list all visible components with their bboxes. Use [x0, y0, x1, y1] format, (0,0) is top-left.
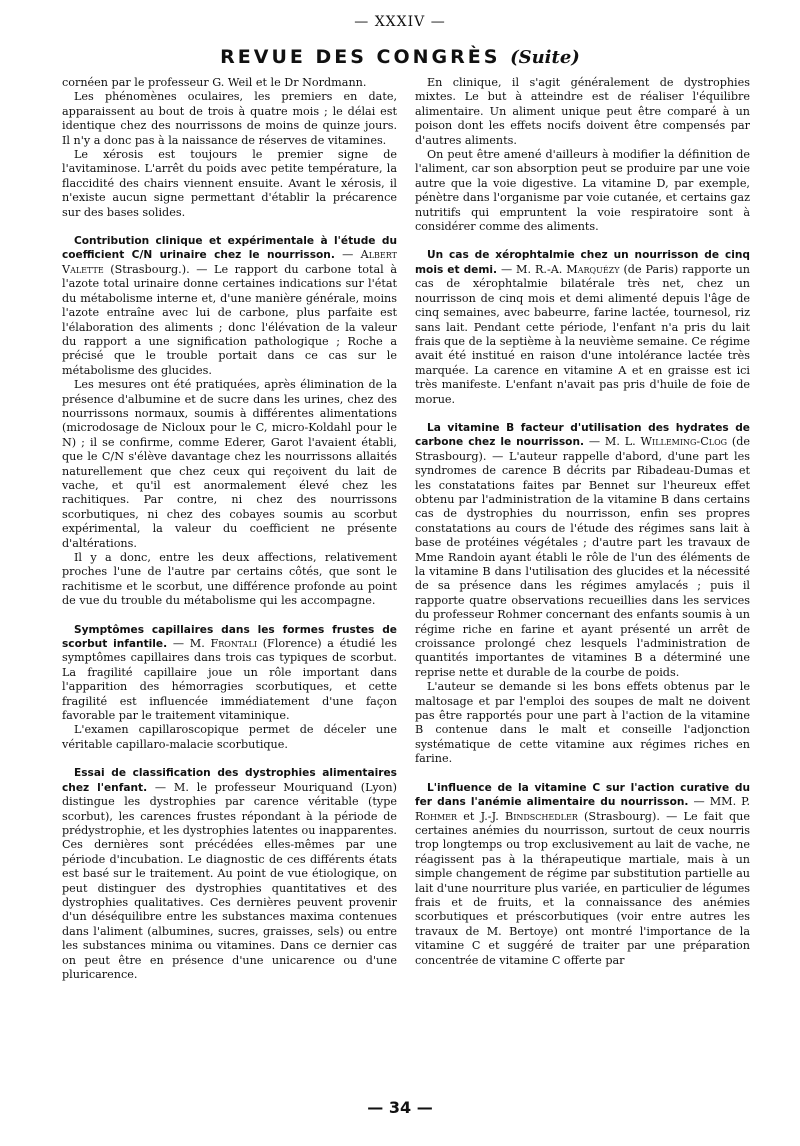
paragraph: Les phénomènes oculaires, les premiers en date, apparaissent au bout de trois à quatre mois ; le délai est identique chez des nourrissons de moins de quinze jours. Il n'y a donc pas à la naissance de réserves de vitamines. — [62, 90, 397, 147]
article-heading: Un cas de xérophtalmie chez un nourrisson de cinq mois et demi. — [415, 249, 750, 276]
article-symptomes-capillaires — [62, 623, 397, 724]
article-body: — M. le professeur Mouriquand (Lyon) distingue les dystrophies par carence véritable (type scorbut), les carences frustes répondant à la période de prédystrophie, et les dystrophies latentes ou inapparentes. Ces dernières sont précédées elles-mêmes par une période d'incubation. Le diagnostic de ces différents états est basé sur le traitement. Au point de vue étiologique, on peut distinguer des dystrophies quantitatives et des dystrophies qualitatives. Ces dernières peuvent provenir d'un déséquilibre entre les substances maxima contenues dans l'aliment (albumines, sucres, graisses, sels) ou entre les substances minima ou vitamines. Dans ce dernier cas on peut être en présence d'une unicarence ou d'une pluricarence. — [62, 780, 397, 981]
right-column — [415, 76, 750, 968]
article-body: (de Strasbourg). — L'auteur rappelle d'abord, d'une part les syndromes de carence B décrits par Ribadeau-Dumas et les constatations faites par Bennet sur l'heureux effet obtenu par l'administration de la vitamine B dans certains cas de dystrophies du nourrisson, enfin ses propres constatations au cours de l'étude des régimes sans lait à base de protéines végétales ; d'autre part les travaux de Mme Randoin ayant établi le rôle de l'un des éléments de la vitamine B dans l'utilisation des glucides et la nécessité de sa présence dans les régimes amylacés ; puis il rapporte quatre observations recueillies dans les services du professeur Rohmer concernant des enfants soumis à un régime riche en farine et ayant présenté un arrêt de croissance prolongé chez lesquels l'administration de quantités importantes de vitamines B a déterminé une reprise nette et durable de la courbe de poids. — [415, 435, 750, 679]
article-heading: L'influence de la vitamine C sur l'action curative du fer dans l'anémie alimentaire du nourrisson. — [415, 781, 750, 809]
section-title-suite: (Suite) — [510, 47, 580, 68]
roman-page-number: — XXXIV — — [354, 14, 446, 30]
paragraph: Il y a donc, entre les deux affections, relativement proches l'une de l'autre par certains côtés, que sont le rachitisme et le scorbut, une différence profonde au point de vue du trouble du métabolisme qui les accompagne. — [62, 551, 397, 608]
section-title-text: REVUE DES CONGRÈS — [220, 46, 501, 68]
article-classification-dystrophies — [62, 766, 397, 982]
article-heading: Contribution clinique et expérimentale à l'étude du coefficient C/N urinaire chez le nourrisson. — [62, 235, 397, 262]
paragraph: Les mesures ont été pratiquées, après élimination de la présence d'albumine et de sucre dans les urines, chez des nourrissons normaux, soumis à différentes alimentations (microdosage de Nicloux pour le C, micro-Koldahl pour le N) ; il se confirme, comme Ederer, Garot l'avaient établi, que le C/N s'élève davantage chez les nourrissons allaités naturellement que chez ceux qui reçoivent du lait de vache, et qu'il est anormalement élevé chez les rachitiques. Par contre, ni chez des nourrissons scorbutiques, ni chez des cobayes soumis au scorbut expérimental, la valeur du coefficient ne présente d'altérations. — [62, 378, 397, 550]
article-author: Rohmer — [415, 809, 458, 823]
article-connector: et J.-J. — [457, 809, 505, 823]
article-author: Albert Valette — [62, 248, 397, 276]
article-heading: La vitamine B facteur d'utilisation des hydrates de carbone chez le nourrisson. — [415, 421, 750, 449]
section-title — [0, 46, 800, 68]
article-author: Frontali — [210, 637, 257, 651]
paragraph: L'examen capillaroscopique permet de déceler une véritable capillaro-malacie scorbutique. — [62, 723, 397, 751]
paragraph: En clinique, il s'agit généralement de dystrophies mixtes. Le but à atteindre est de réaliser l'équilibre alimentaire. Un aliment unique peut être comparé à un poison dont les effets nocifs doivent être compensés par d'autres aliments. — [415, 76, 750, 147]
paragraph: L'auteur se demande si les bons effets obtenus par le maltosage et par l'emploi des soupes de malt ne doivent pas être rapportés pour une part à l'action de la vitamine B contenue dans le malt et conseille l'adjonction systématique de cette vitamine aux régimes riches en farine. — [415, 680, 750, 766]
article-xerophtalmie — [415, 248, 750, 406]
article-vitamine-b — [415, 421, 750, 680]
article-author: Bindschedler — [505, 809, 578, 823]
article-author: Marquézy — [566, 262, 620, 276]
article-heading: Essai de classification des dystrophies alimentaires chez l'enfant. — [62, 767, 397, 794]
paragraph: On peut être amené d'ailleurs à modifier la définition de l'aliment, car son absorption peut se produire par une voie autre que la voie digestive. La vitamine D, par exemple, pénètre dans l'organisme par voie cutanée, et certains gaz nutritifs qui empruntent la voie respiratoire sont à considérer comme des aliments. — [415, 148, 750, 234]
article-body: (de Paris) rapporte un cas de xérophtalmie bilatérale très net, chez un nourrisson de cinq mois et demi alimenté depuis l'âge de cinq semaines, avec babeurre, farine lactée, tournesol, riz sans lait. Pendant cette période, l'enfant n'a pris du lait frais que de la septième à la neuvième semaine. Ce régime avait été institué en raison d'une intolérance lactée très marquée. La carence en vitamine A et en graisse est ici très manifeste. L'enfant n'avait pas pris d'huile de foie de morue. — [415, 262, 750, 406]
article-coefficient-cn: Contribution clinique et expérimentale à l'étude du coefficient C/N urinaire chez le nourrisson. — Albert Valette (Strasbourg.). — Le rapport du carbone total à l'azote total urinaire donne certaines indications sur l'état du métabolisme interne et, d'une manière générale, moins l'azote entraîne avec lui de carbone, plus parfaite est l'élaboration des aliments ; donc l'élévation de la valeur du rapport a une signification pathologique ; Roche a précisé que le trouble portait dans ce cas sur le métabolisme des glucides. — [62, 235, 397, 377]
article-vitamine-c — [415, 781, 750, 968]
article-body: (Florence) a étudié les symptômes capillaires dans trois cas typiques de scorbut. La fragilité capillaire joue un rôle important dans l'apparition des hémorragies scorbutiques, et cette fragilité est influencée immédiatement d'une façon favorable par le traitement vitaminique. — [62, 637, 397, 723]
article-prefix: — M. — [167, 637, 211, 651]
article-prefix: — M. R.-A. — [497, 262, 567, 276]
article-prefix: — MM. P. — [688, 795, 750, 809]
article-author: Willeming-Clog — [640, 435, 728, 449]
article-prefix: — M. L. — [584, 435, 641, 449]
paragraph: Le xérosis est toujours le premier signe de l'avitaminose. L'arrêt du poids avec petite température, la flaccidité des chairs viennent ensuite. Avant le xérosis, il n'existe aucun signe permettant d'établir la précarence sur des bases solides. — [62, 148, 397, 219]
left-column — [62, 76, 397, 982]
article-heading: Symptômes capillaires dans les formes frustes de scorbut infantile. — [62, 623, 397, 651]
page-number: — 34 — — [367, 1098, 433, 1117]
article-body: (Strasbourg). — Le fait que certaines anémies du nourrisson, surtout de ceux nourris trop longtemps ou trop exclusivement au lait de vache, ne réagissent pas à la thérapeutique martiale, mais à un simple changement de régime par substitution partielle au lait d'une nourriture plus variée, en particulier de légumes frais et de fruits, et la connaissance des anémies scorbutiques et préscorbutiques (voir entre autres les travaux de M. Bertoye) ont montré l'importance de la vitamine C et suggéré de traiter par une préparation concentrée de vitamine C offerte par — [415, 809, 750, 967]
paragraph: cornéen par le professeur G. Weil et le Dr Nordmann. — [62, 76, 367, 89]
article-body: (Strasbourg.). — Le rapport du carbone total à l'azote total urinaire donne certaines indications sur l'état du métabolisme interne et, d'une manière générale, moins l'azote entraîne avec lui de carbone, plus parfaite est l'élaboration des aliments ; donc l'élévation de la valeur du rapport a une signification pathologique ; Roche a précisé que le trouble portait dans ce cas sur le métabolisme des glucides. — [62, 262, 397, 377]
